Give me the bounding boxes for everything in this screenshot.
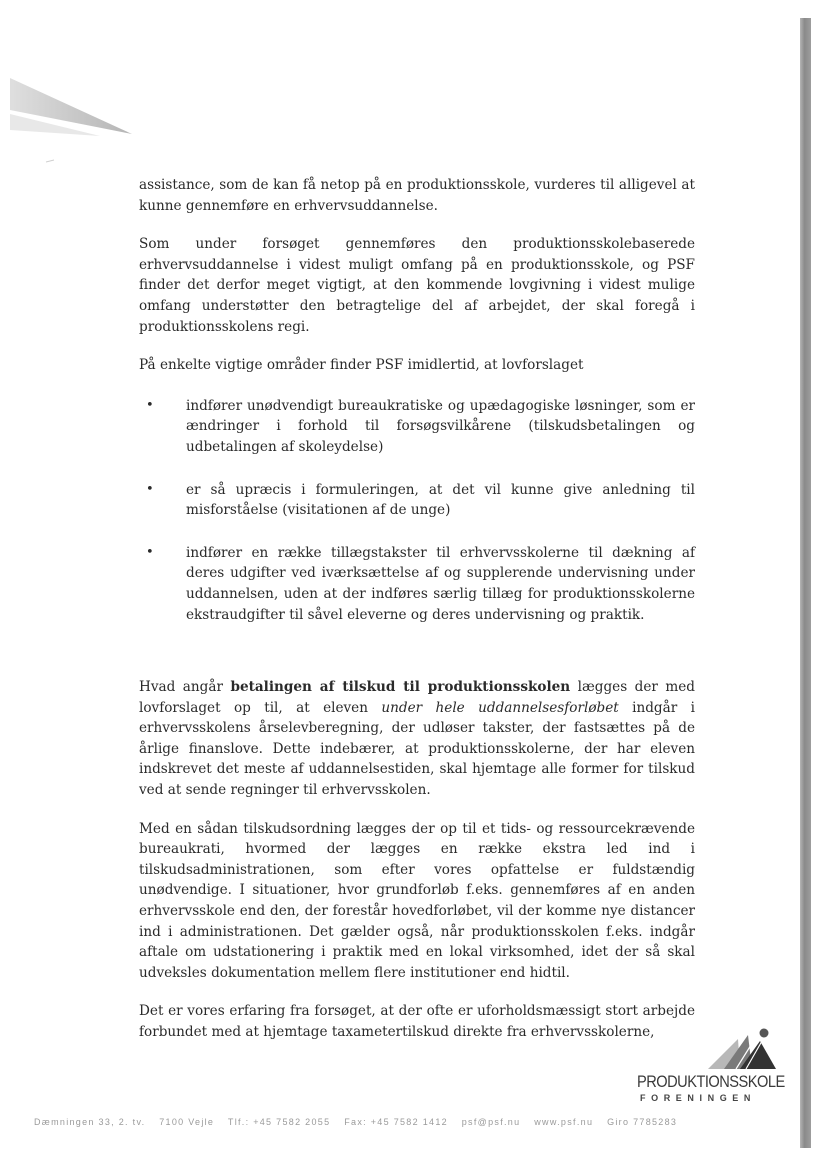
footer-email: psf@psf.nu <box>461 1117 521 1127</box>
footer-phone: Tlf.: +45 7582 2055 <box>227 1117 331 1127</box>
paragraph-erfaring: Det er vores erfaring fra forsøget, at der ofte er uforholdsmæssigt stort arbejde forbundet med at hjemtage taxametertilskud direkte fra erhvervsskolerne, <box>139 1003 695 1040</box>
paragraph-tilskud-betaling <box>139 677 695 801</box>
text-run: lægges der med lovforslaget op til, at eleven <box>139 679 695 716</box>
bold-phrase: betalingen af tilskud til produktionsskolen <box>230 679 571 696</box>
list-item <box>139 396 695 458</box>
bullet-text: er så upræcis i formuleringen, at det vil kunne give anledning til misforståelse (visitationen af de unge) <box>186 481 695 519</box>
bullet-icon: • <box>146 481 154 497</box>
italic-phrase: under hele uddannelsesforløbet <box>381 699 619 716</box>
footer-fax: Fax: +45 7582 1412 <box>344 1117 448 1127</box>
logo-wordmark: PRODUKTIONSSKOLE <box>637 1072 785 1091</box>
text-run: indgår i erhvervsskolens årselevberegning, der udløser takster, der fastsættes på de årlige finanslove. Dette indebærer, at produktionsskolerne, der har eleven indskrevet det meste af uddannelsestiden, skal hjemtage alle former for tilskud ved at sende regninger til erhvervsskolen. <box>139 699 695 799</box>
bullet-text: indfører en række tillægstakster til erhvervsskolerne til dækning af deres udgifter ved iværksættelse af og supplerende undervisning under uddannelsen, uden at der indføres særlig tillæg for produktionsskolerne ekstraudgifter til såvel eleverne og deres undervisning og praktik. <box>186 544 695 623</box>
letter-body <box>139 175 695 1061</box>
bullet-text: indfører unødvendigt bureaukratiske og upædagogiske løsninger, som er ændringer i forhold til forsøgsvilkårene (tilskudsbetalingen og udbetalingen af skoleydelse) <box>186 397 695 455</box>
footer-giro: Giro 7785283 <box>607 1117 678 1127</box>
letterhead-stripe-graphic <box>10 70 135 180</box>
paragraph-lovforslag-intro: På enkelte vigtige områder finder PSF imidlertid, at lovforslaget <box>139 357 584 374</box>
paragraph-psf-importance: Som under forsøget gennemføres den produktionsskolebaserede erhvervsuddannelse i videst muligt omfang på en produktionsskole, og PSF finder det derfor meget vigtigt, at den kommende lovgivning i videst mulige omfang understøtter den betragtelige del af arbejdet, der skal foregå i produktionsskolens regi. <box>139 236 695 335</box>
bullet-icon: • <box>146 544 154 560</box>
list-item <box>139 543 695 625</box>
footer-city: 7100 Vejle <box>159 1117 215 1127</box>
list-item <box>139 480 695 521</box>
bullet-icon: • <box>146 397 154 413</box>
footer-web: www.psf.nu <box>534 1117 594 1127</box>
bullet-list <box>139 396 695 625</box>
footer-address: Dæmningen 33, 2. tv. <box>34 1117 146 1127</box>
paragraph-bureaukrati: Med en sådan tilskudsordning lægges der op til et tids- og ressourcekrævende bureaukrati, hvormed der lægges en række ekstra led ind i tilskudsadministrationen, som efter vores opfattelse er fuldstændig unødvendige. I situationer, hvor grundforløb f.eks. gennemføres af en anden erhvervsskole end den, der forestår hovedforløbet, vil der komme nye distancer ind i administrationen. Det gælder også, når produktionsskolen f.eks. indgår aftale om udstationering i praktik med en lokal virksomhed, idet der så skal udveksles dokumentation mellem flere institutioner end hidtil. <box>139 820 695 981</box>
logo-subtitle: FORENINGEN <box>640 1093 757 1103</box>
footer-contact-line <box>34 1117 794 1127</box>
paragraph-assistance: assistance, som de kan få netop på en produktionsskole, vurderes til alligevel at kunne gennemføre en erhvervsuddannelse. <box>139 177 695 214</box>
text-run: Hvad angår <box>139 679 231 696</box>
page-edge-scan-bar <box>800 18 811 1148</box>
